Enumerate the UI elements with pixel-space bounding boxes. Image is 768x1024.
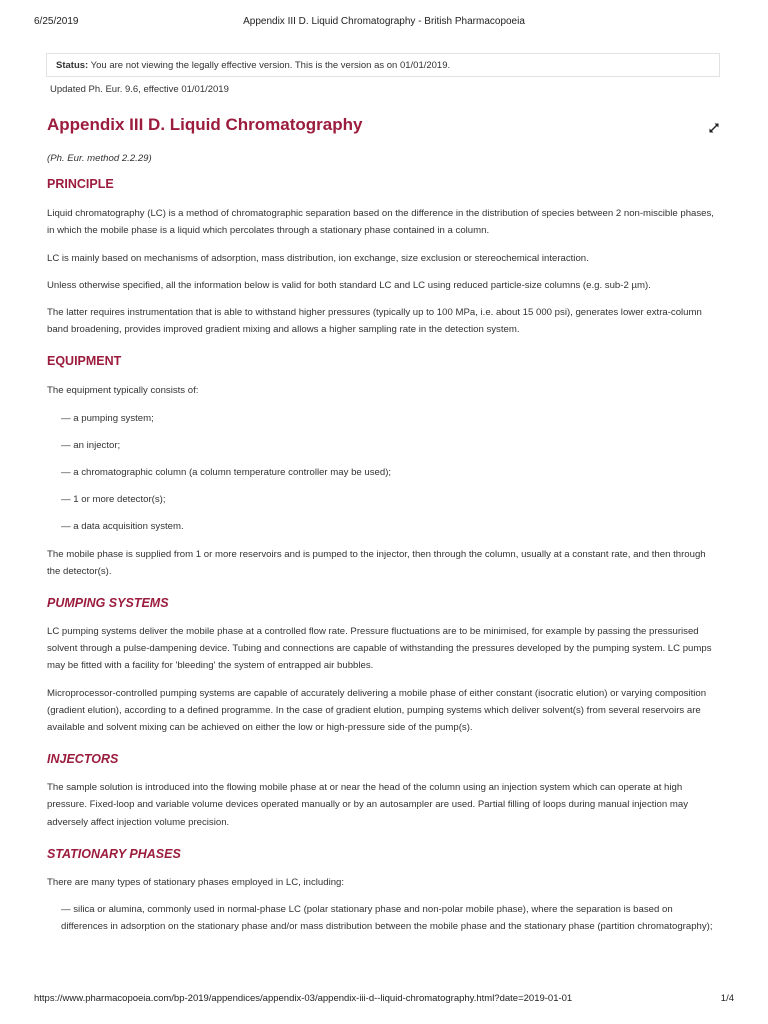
equipment-item: — a data acquisition system. [61, 521, 184, 533]
method-reference: (Ph. Eur. method 2.2.29) [47, 153, 152, 164]
print-page-title: Appendix III D. Liquid Chromatography - British Pharmacopoeia [243, 16, 525, 27]
expand-icon[interactable] [708, 121, 720, 133]
section-heading-principle: PRINCIPLE [47, 177, 114, 192]
principle-paragraph: The latter requires instrumentation that is able to withstand higher pressures (typically up to 100 MPa, i.e. about 15 000 psi), generates lower extra-column band broadening, provides improved gradient mixing and allows a higher sampling rate in the detection system. [47, 307, 702, 336]
equipment-intro: The equipment typically consists of: [47, 385, 199, 397]
section-heading-pumping-systems: PUMPING SYSTEMS [47, 596, 169, 611]
status-label: Status: [56, 60, 89, 71]
section-heading-equipment: EQUIPMENT [47, 354, 122, 369]
page-url: https://www.pharmacopoeia.com/bp-2019/appendices/appendix-03/appendix-iii-d--liquid-chromatography.html?date=2019-01-01 [34, 993, 573, 1004]
injectors-paragraph: The sample solution is introduced into the flowing mobile phase at or near the head of the column using an injection system which can operate at high pressure. Fixed-loop and variable volume devices operated manually or by an autosampler are used. Partial filling of loops during manual injection may adversely affect injection volume precision. [47, 782, 688, 828]
status-notice [46, 53, 720, 77]
pumping-paragraph: LC pumping systems deliver the mobile phase at a controlled flow rate. Pressure fluctuations are to be minimised, for example by passing the pressurised solvent through a pulse-dampening device. Tubing and connections are capable of withstanding the pressures developed by the pumping system. LC pumps may be fitted with a facility for 'bleeding' the system of entrapped air bubbles. [47, 626, 712, 672]
print-date: 6/25/2019 [34, 16, 79, 27]
section-heading-injectors: INJECTORS [47, 752, 119, 767]
section-heading-stationary-phases: STATIONARY PHASES [47, 846, 181, 861]
print-footer [34, 993, 734, 1007]
article-body [47, 150, 721, 945]
equipment-item: — a pumping system; [61, 412, 154, 424]
stationary-item: — silica or alumina, commonly used in normal-phase LC (polar stationary phase and non-polar mobile phase), where the separation is based on differences in adsorption on the stationary phase and/or mass distribution between the mobile phase and the stationary phase (partition chromatography); [61, 904, 713, 933]
status-text: You are not viewing the legally effective version. This is the version as on 01/01/2019. [90, 60, 451, 71]
equipment-outro: The mobile phase is supplied from 1 or more reservoirs and is pumped to the injector, then through the column, usually at a constant rate, and then through the detector(s). [47, 548, 706, 577]
page-title: Appendix III D. Liquid Chromatography [47, 115, 363, 134]
page-number: 1/4 [720, 993, 734, 1004]
principle-paragraph: Liquid chromatography (LC) is a method of chromatographic separation based on the difference in the distribution of species between 2 non-miscible phases, in which the mobile phase is a liquid which percolates through a stationary phase contained in a column. [47, 208, 714, 237]
pumping-paragraph: Microprocessor-controlled pumping systems are capable of accurately delivering a mobile phase of either constant (isocratic elution) or varying composition (gradient elution), according to a defined programme. In the case of gradient elution, pumping systems which deliver solvent(s) from several reservoirs are available and solvent mixing can be achieved on either the low or high-pressure side of the pump(s). [47, 687, 707, 734]
equipment-item: — an injector; [61, 439, 121, 451]
updated-note: Updated Ph. Eur. 9.6, effective 01/01/2019 [50, 84, 229, 95]
print-header [34, 16, 734, 30]
stationary-intro: There are many types of stationary phases employed in LC, including: [47, 876, 345, 888]
principle-paragraph: LC is mainly based on mechanisms of adsorption, mass distribution, ion exchange, size exclusion or stereochemical interaction. [47, 252, 589, 264]
principle-paragraph: Unless otherwise specified, all the information below is valid for both standard LC and LC using reduced particle-size columns (e.g. sub-2 µm). [47, 279, 651, 291]
equipment-item: — 1 or more detector(s); [61, 494, 166, 506]
equipment-item: — a chromatographic column (a column temperature controller may be used); [61, 467, 392, 479]
